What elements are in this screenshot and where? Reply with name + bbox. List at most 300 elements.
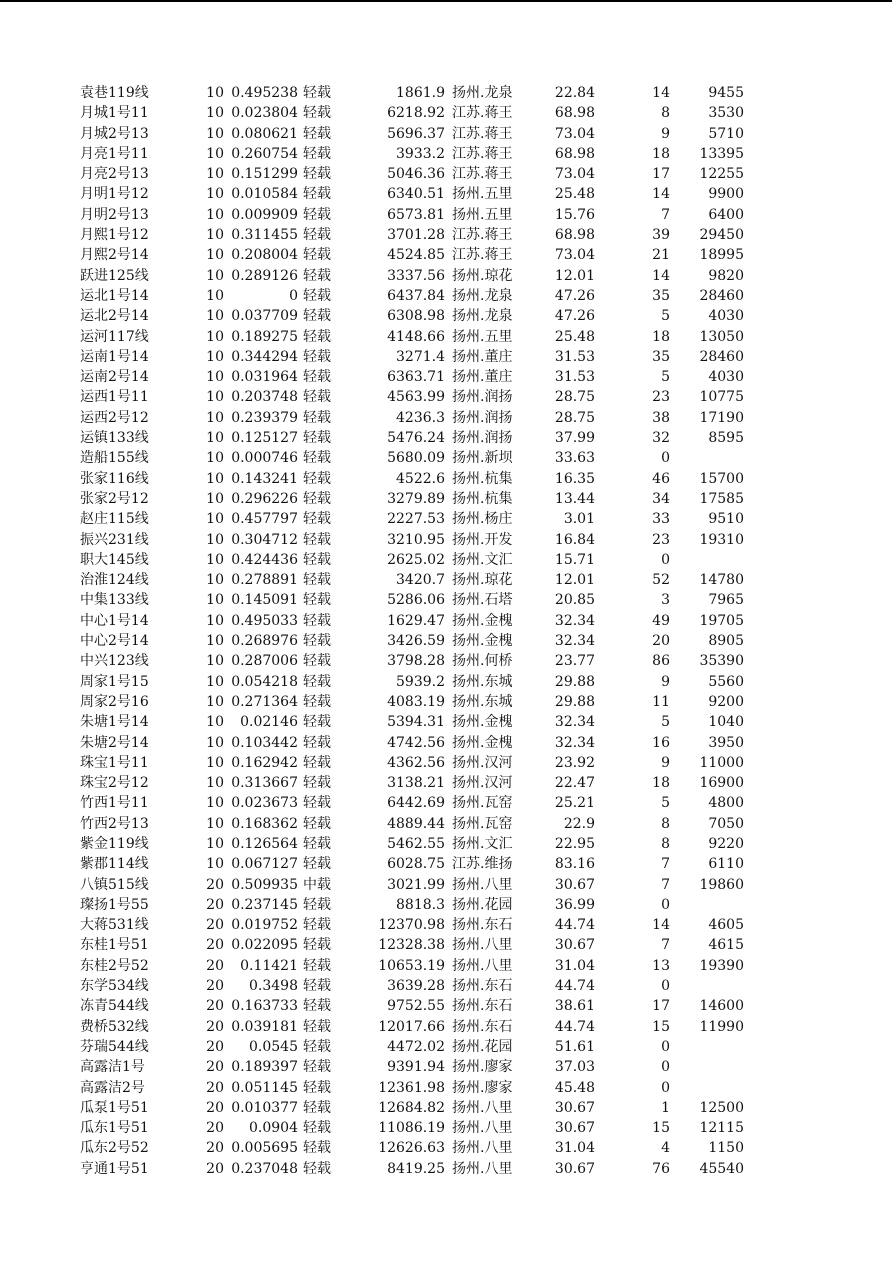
cell-load-status: 轻载 — [303, 937, 331, 954]
cell-count: 14 — [652, 267, 670, 284]
table-row — [0, 692, 892, 712]
cell-count: 5 — [661, 369, 670, 386]
cell-line-name: 赵庄115线 — [80, 511, 149, 528]
cell-capacity: 13395 — [699, 145, 744, 162]
cell-count: 0 — [661, 978, 670, 995]
table-row — [0, 570, 892, 590]
cell-count: 0 — [661, 1079, 670, 1096]
cell-load-rate: 0.268976 — [231, 633, 298, 650]
cell-load-status: 轻载 — [303, 754, 331, 771]
cell-load-status: 轻载 — [303, 693, 331, 710]
cell-count: 21 — [652, 247, 670, 264]
table-row — [0, 1118, 892, 1138]
table-row — [0, 956, 892, 976]
cell-substation: 扬州.琼花 — [452, 267, 513, 284]
cell-substation: 扬州.八里 — [452, 876, 513, 893]
cell-substation: 扬州.金槐 — [452, 714, 513, 731]
cell-value: 3798.28 — [387, 653, 445, 670]
cell-count: 14 — [652, 85, 670, 101]
cell-capacity: 19390 — [699, 957, 744, 974]
cell-line-name: 跃进125线 — [80, 267, 149, 284]
cell-distance: 30.67 — [554, 876, 595, 893]
cell-value: 12361.98 — [378, 1079, 445, 1096]
cell-voltage: 20 — [206, 1140, 224, 1157]
cell-capacity: 17585 — [699, 490, 744, 507]
cell-capacity: 9220 — [708, 835, 744, 852]
cell-substation: 扬州.瓦窑 — [452, 815, 513, 832]
cell-line-name: 高露洁2号 — [80, 1079, 145, 1096]
cell-capacity: 19705 — [699, 612, 744, 629]
cell-line-name: 费桥532线 — [80, 1018, 149, 1035]
cell-distance: 31.53 — [554, 369, 595, 386]
table-row — [0, 1078, 892, 1098]
cell-line-name: 东学534线 — [80, 978, 149, 995]
cell-line-name: 竹西2号13 — [80, 815, 149, 832]
cell-substation: 扬州.文汇 — [452, 551, 513, 568]
cell-value: 4148.66 — [387, 328, 445, 345]
cell-distance: 22.9 — [563, 815, 595, 832]
cell-voltage: 10 — [206, 206, 224, 223]
table-row — [0, 489, 892, 509]
cell-count: 52 — [652, 572, 670, 589]
cell-voltage: 10 — [206, 389, 224, 406]
table-row — [0, 408, 892, 428]
cell-line-name: 瓜东2号52 — [80, 1140, 149, 1157]
cell-value: 4522.6 — [396, 470, 445, 487]
cell-value: 5394.31 — [387, 714, 445, 731]
cell-value: 3701.28 — [387, 227, 445, 244]
cell-load-rate: 0.022095 — [231, 937, 298, 954]
cell-capacity: 11990 — [699, 1018, 744, 1035]
cell-load-status: 轻载 — [303, 896, 331, 913]
table-row — [0, 448, 892, 468]
cell-voltage: 10 — [206, 247, 224, 264]
cell-voltage: 10 — [206, 348, 224, 365]
cell-line-name: 运镇133线 — [80, 430, 149, 447]
cell-value: 3021.99 — [387, 876, 445, 893]
cell-count: 16 — [652, 734, 670, 751]
cell-voltage: 20 — [206, 1079, 224, 1096]
table-row — [0, 1098, 892, 1118]
cell-capacity: 4605 — [708, 917, 744, 934]
cell-substation: 扬州.东石 — [452, 978, 513, 995]
cell-value: 3420.7 — [396, 572, 445, 589]
table-row — [0, 184, 892, 204]
cell-capacity: 19310 — [699, 531, 744, 548]
cell-load-rate: 0.278891 — [231, 572, 298, 589]
cell-voltage: 10 — [206, 490, 224, 507]
cell-count: 8 — [661, 835, 670, 852]
cell-line-name: 珠宝2号12 — [80, 775, 149, 792]
cell-substation: 江苏.蒋王 — [452, 105, 513, 122]
cell-value: 3210.95 — [387, 531, 445, 548]
cell-count: 15 — [652, 1018, 670, 1035]
cell-load-rate: 0.11421 — [240, 957, 298, 974]
cell-load-rate: 0.189397 — [231, 1059, 298, 1076]
table-row — [0, 854, 892, 874]
cell-substation: 扬州.金槐 — [452, 612, 513, 629]
cell-line-name: 璨扬1号55 — [80, 896, 149, 913]
table-row — [0, 327, 892, 347]
cell-load-status: 轻载 — [303, 409, 331, 426]
cell-substation: 扬州.花园 — [452, 896, 513, 913]
cell-voltage: 10 — [206, 653, 224, 670]
cell-substation: 扬州.八里 — [452, 1099, 513, 1116]
cell-substation: 扬州.杭集 — [452, 490, 513, 507]
cell-substation: 扬州.龙泉 — [452, 287, 513, 304]
cell-substation: 江苏.蒋王 — [452, 125, 513, 142]
cell-load-status: 轻载 — [303, 227, 331, 244]
cell-line-name: 中集133线 — [80, 592, 149, 609]
cell-load-rate: 0.168362 — [231, 815, 298, 832]
cell-load-status: 轻载 — [303, 430, 331, 447]
cell-substation: 扬州.金槐 — [452, 633, 513, 650]
cell-voltage: 10 — [206, 531, 224, 548]
cell-line-name: 高露洁1号 — [80, 1059, 145, 1076]
cell-substation: 扬州.东石 — [452, 1018, 513, 1035]
cell-count: 9 — [661, 673, 670, 690]
cell-voltage: 20 — [206, 937, 224, 954]
cell-count: 8 — [661, 105, 670, 122]
top-border — [0, 0, 892, 2]
cell-value: 5680.09 — [387, 450, 445, 467]
cell-count: 7 — [661, 206, 670, 223]
cell-voltage: 20 — [206, 978, 224, 995]
cell-count: 1 — [661, 1099, 670, 1116]
cell-substation: 扬州.东石 — [452, 917, 513, 934]
cell-value: 5939.2 — [396, 673, 445, 690]
cell-load-rate: 0.143241 — [231, 470, 298, 487]
cell-count: 14 — [652, 186, 670, 203]
data-table — [0, 83, 892, 1179]
cell-capacity: 4800 — [708, 795, 744, 812]
cell-load-rate: 0.237048 — [231, 1160, 298, 1177]
table-row — [0, 814, 892, 834]
cell-load-rate: 0.125127 — [231, 430, 298, 447]
cell-distance: 22.47 — [554, 775, 595, 792]
cell-substation: 扬州.何桥 — [452, 653, 513, 670]
cell-load-rate: 0.495033 — [231, 612, 298, 629]
cell-value: 3933.2 — [396, 145, 445, 162]
cell-distance: 47.26 — [554, 308, 595, 325]
cell-count: 15 — [652, 1120, 670, 1137]
cell-value: 5462.55 — [387, 835, 445, 852]
cell-load-status: 轻载 — [303, 572, 331, 589]
cell-load-status: 轻载 — [303, 369, 331, 386]
cell-distance: 47.26 — [554, 287, 595, 304]
cell-voltage: 10 — [206, 835, 224, 852]
table-row — [0, 1138, 892, 1158]
cell-load-status: 轻载 — [303, 389, 331, 406]
cell-count: 17 — [652, 166, 670, 183]
cell-substation: 扬州.汉河 — [452, 775, 513, 792]
cell-capacity: 3530 — [708, 105, 744, 122]
cell-distance: 33.63 — [554, 450, 595, 467]
table-row — [0, 245, 892, 265]
cell-line-name: 周家2号16 — [80, 693, 149, 710]
table-row — [0, 387, 892, 407]
cell-value: 1629.47 — [387, 612, 445, 629]
cell-load-rate: 0.304712 — [231, 531, 298, 548]
cell-count: 14 — [652, 917, 670, 934]
cell-capacity: 1150 — [708, 1140, 744, 1157]
cell-capacity: 14780 — [699, 572, 744, 589]
cell-count: 9 — [661, 754, 670, 771]
table-row — [0, 651, 892, 671]
cell-voltage: 20 — [206, 998, 224, 1015]
cell-distance: 73.04 — [554, 125, 595, 142]
cell-voltage: 10 — [206, 572, 224, 589]
cell-line-name: 紫金119线 — [80, 835, 149, 852]
cell-distance: 15.76 — [554, 206, 595, 223]
cell-voltage: 10 — [206, 795, 224, 812]
cell-value: 6028.75 — [387, 856, 445, 873]
cell-capacity: 5560 — [708, 673, 744, 690]
cell-substation: 扬州.润扬 — [452, 409, 513, 426]
cell-substation: 扬州.廖家 — [452, 1079, 513, 1096]
cell-load-rate: 0.023804 — [231, 105, 298, 122]
cell-voltage: 10 — [206, 734, 224, 751]
cell-capacity: 9510 — [708, 511, 744, 528]
table-row — [0, 976, 892, 996]
cell-capacity: 29450 — [699, 227, 744, 244]
cell-load-rate: 0.019752 — [231, 917, 298, 934]
cell-voltage: 10 — [206, 511, 224, 528]
cell-load-status: 轻载 — [303, 186, 331, 203]
cell-value: 3426.59 — [387, 633, 445, 650]
table-row — [0, 712, 892, 732]
cell-value: 8419.25 — [387, 1160, 445, 1177]
cell-load-status: 轻载 — [303, 145, 331, 162]
cell-load-status: 轻载 — [303, 633, 331, 650]
cell-load-status: 轻载 — [303, 1160, 331, 1177]
cell-load-rate: 0.344294 — [231, 348, 298, 365]
cell-line-name: 瓜泵1号51 — [80, 1099, 149, 1116]
cell-load-rate: 0.0545 — [249, 1038, 298, 1055]
cell-load-rate: 0.051145 — [231, 1079, 298, 1096]
table-row — [0, 367, 892, 387]
cell-capacity: 9900 — [708, 186, 744, 203]
cell-voltage: 20 — [206, 1059, 224, 1076]
table-row — [0, 996, 892, 1016]
cell-count: 20 — [652, 633, 670, 650]
cell-value: 4472.02 — [387, 1038, 445, 1055]
cell-count: 18 — [652, 775, 670, 792]
cell-voltage: 10 — [206, 815, 224, 832]
cell-distance: 28.75 — [554, 389, 595, 406]
table-row — [0, 225, 892, 245]
cell-voltage: 20 — [206, 1038, 224, 1055]
cell-count: 18 — [652, 328, 670, 345]
cell-value: 4889.44 — [387, 815, 445, 832]
cell-load-rate: 0.296226 — [231, 490, 298, 507]
cell-load-rate: 0.031964 — [231, 369, 298, 386]
table-row — [0, 530, 892, 550]
table-row — [0, 753, 892, 773]
cell-voltage: 10 — [206, 145, 224, 162]
cell-voltage: 10 — [206, 267, 224, 284]
cell-load-status: 中载 — [303, 876, 331, 893]
cell-capacity: 45540 — [699, 1160, 744, 1177]
cell-capacity: 28460 — [699, 287, 744, 304]
table-row — [0, 1037, 892, 1057]
cell-count: 23 — [652, 389, 670, 406]
cell-value: 5286.06 — [387, 592, 445, 609]
cell-capacity: 19860 — [699, 876, 744, 893]
cell-distance: 45.48 — [554, 1079, 595, 1096]
cell-count: 5 — [661, 308, 670, 325]
cell-line-name: 中兴123线 — [80, 653, 149, 670]
cell-voltage: 10 — [206, 551, 224, 568]
cell-voltage: 10 — [206, 85, 224, 101]
cell-capacity: 5710 — [708, 125, 744, 142]
cell-load-rate: 0.067127 — [231, 856, 298, 873]
cell-value: 11086.19 — [378, 1120, 445, 1137]
cell-value: 3639.28 — [387, 978, 445, 995]
cell-substation: 江苏.蒋王 — [452, 227, 513, 244]
cell-line-name: 振兴231线 — [80, 531, 149, 548]
cell-value: 4524.85 — [387, 247, 445, 264]
cell-distance: 16.84 — [554, 531, 595, 548]
cell-load-rate: 0.271364 — [231, 693, 298, 710]
cell-value: 6218.92 — [387, 105, 445, 122]
cell-line-name: 张家2号12 — [80, 490, 149, 507]
cell-line-name: 运北2号14 — [80, 308, 149, 325]
cell-load-status: 轻载 — [303, 348, 331, 365]
cell-distance: 13.44 — [554, 490, 595, 507]
cell-value: 1861.9 — [396, 85, 445, 101]
cell-load-status: 轻载 — [303, 470, 331, 487]
cell-value: 4083.19 — [387, 693, 445, 710]
cell-value: 10653.19 — [378, 957, 445, 974]
table-row — [0, 124, 892, 144]
cell-value: 5476.24 — [387, 430, 445, 447]
cell-count: 33 — [652, 511, 670, 528]
cell-substation: 扬州.八里 — [452, 1160, 513, 1177]
cell-substation: 扬州.东城 — [452, 693, 513, 710]
cell-distance: 32.34 — [554, 714, 595, 731]
cell-voltage: 20 — [206, 1120, 224, 1137]
cell-voltage: 10 — [206, 470, 224, 487]
cell-distance: 68.98 — [554, 227, 595, 244]
cell-value: 5696.37 — [387, 125, 445, 142]
cell-line-name: 运北1号14 — [80, 287, 149, 304]
table-row — [0, 935, 892, 955]
cell-distance: 25.48 — [554, 186, 595, 203]
cell-value: 4563.99 — [387, 389, 445, 406]
cell-line-name: 八镇515线 — [80, 876, 149, 893]
cell-substation: 扬州.新坝 — [452, 450, 513, 467]
cell-load-rate: 0.289126 — [231, 267, 298, 284]
cell-count: 11 — [652, 693, 670, 710]
cell-line-name: 月熙1号12 — [80, 227, 149, 244]
cell-value: 3138.21 — [387, 775, 445, 792]
cell-substation: 扬州.八里 — [452, 937, 513, 954]
cell-distance: 51.61 — [554, 1038, 595, 1055]
cell-load-status: 轻载 — [303, 531, 331, 548]
cell-value: 4362.56 — [387, 754, 445, 771]
cell-voltage: 10 — [206, 308, 224, 325]
table-row — [0, 834, 892, 854]
cell-substation: 扬州.五里 — [452, 186, 513, 203]
cell-value: 4742.56 — [387, 734, 445, 751]
cell-count: 86 — [652, 653, 670, 670]
cell-line-name: 治淮124线 — [80, 572, 149, 589]
cell-value: 9752.55 — [387, 998, 445, 1015]
cell-distance: 16.35 — [554, 470, 595, 487]
cell-line-name: 中心1号14 — [80, 612, 149, 629]
cell-line-name: 运河117线 — [80, 328, 149, 345]
cell-value: 8818.3 — [396, 896, 445, 913]
cell-substation: 扬州.廖家 — [452, 1059, 513, 1076]
cell-load-rate: 0.005695 — [231, 1140, 298, 1157]
cell-substation: 扬州.石塔 — [452, 592, 513, 609]
table-row — [0, 469, 892, 489]
cell-value: 6308.98 — [387, 308, 445, 325]
table-row — [0, 611, 892, 631]
cell-distance: 30.67 — [554, 1120, 595, 1137]
cell-substation: 扬州.开发 — [452, 531, 513, 548]
cell-capacity: 11000 — [699, 754, 744, 771]
cell-load-rate: 0.239379 — [231, 409, 298, 426]
cell-load-rate: 0.02146 — [240, 714, 298, 731]
cell-load-status: 轻载 — [303, 998, 331, 1015]
cell-capacity: 9200 — [708, 693, 744, 710]
cell-distance: 31.53 — [554, 348, 595, 365]
cell-substation: 扬州.五里 — [452, 328, 513, 345]
cell-load-status: 轻载 — [303, 1099, 331, 1116]
cell-load-rate: 0 — [289, 287, 298, 304]
cell-value: 3279.89 — [387, 490, 445, 507]
cell-distance: 25.48 — [554, 328, 595, 345]
cell-capacity: 12115 — [699, 1120, 744, 1137]
cell-capacity: 4030 — [708, 369, 744, 386]
cell-voltage: 10 — [206, 856, 224, 873]
cell-load-status: 轻载 — [303, 795, 331, 812]
cell-line-name: 袁巷119线 — [80, 85, 149, 101]
cell-distance: 32.34 — [554, 612, 595, 629]
cell-substation: 扬州.东石 — [452, 998, 513, 1015]
cell-count: 0 — [661, 551, 670, 568]
cell-voltage: 10 — [206, 369, 224, 386]
cell-load-rate: 0.103442 — [231, 734, 298, 751]
cell-voltage: 10 — [206, 592, 224, 609]
cell-substation: 扬州.汉河 — [452, 754, 513, 771]
cell-capacity: 17190 — [699, 409, 744, 426]
cell-load-status: 轻载 — [303, 267, 331, 284]
table-row — [0, 144, 892, 164]
table-row — [0, 286, 892, 306]
cell-load-rate: 0.151299 — [231, 166, 298, 183]
cell-capacity: 14600 — [699, 998, 744, 1015]
cell-load-status: 轻载 — [303, 815, 331, 832]
cell-line-name: 运西1号11 — [80, 389, 149, 406]
cell-load-status: 轻载 — [303, 775, 331, 792]
cell-load-status: 轻载 — [303, 673, 331, 690]
cell-substation: 扬州.八里 — [452, 1120, 513, 1137]
cell-distance: 28.75 — [554, 409, 595, 426]
cell-value: 6442.69 — [387, 795, 445, 812]
table-row — [0, 428, 892, 448]
cell-load-status: 轻载 — [303, 835, 331, 852]
cell-load-status: 轻载 — [303, 328, 331, 345]
cell-load-status: 轻载 — [303, 653, 331, 670]
cell-voltage: 10 — [206, 775, 224, 792]
cell-capacity: 13050 — [699, 328, 744, 345]
cell-load-rate: 0.509935 — [231, 876, 298, 893]
cell-capacity: 9455 — [708, 85, 744, 101]
cell-substation: 扬州.琼花 — [452, 572, 513, 589]
